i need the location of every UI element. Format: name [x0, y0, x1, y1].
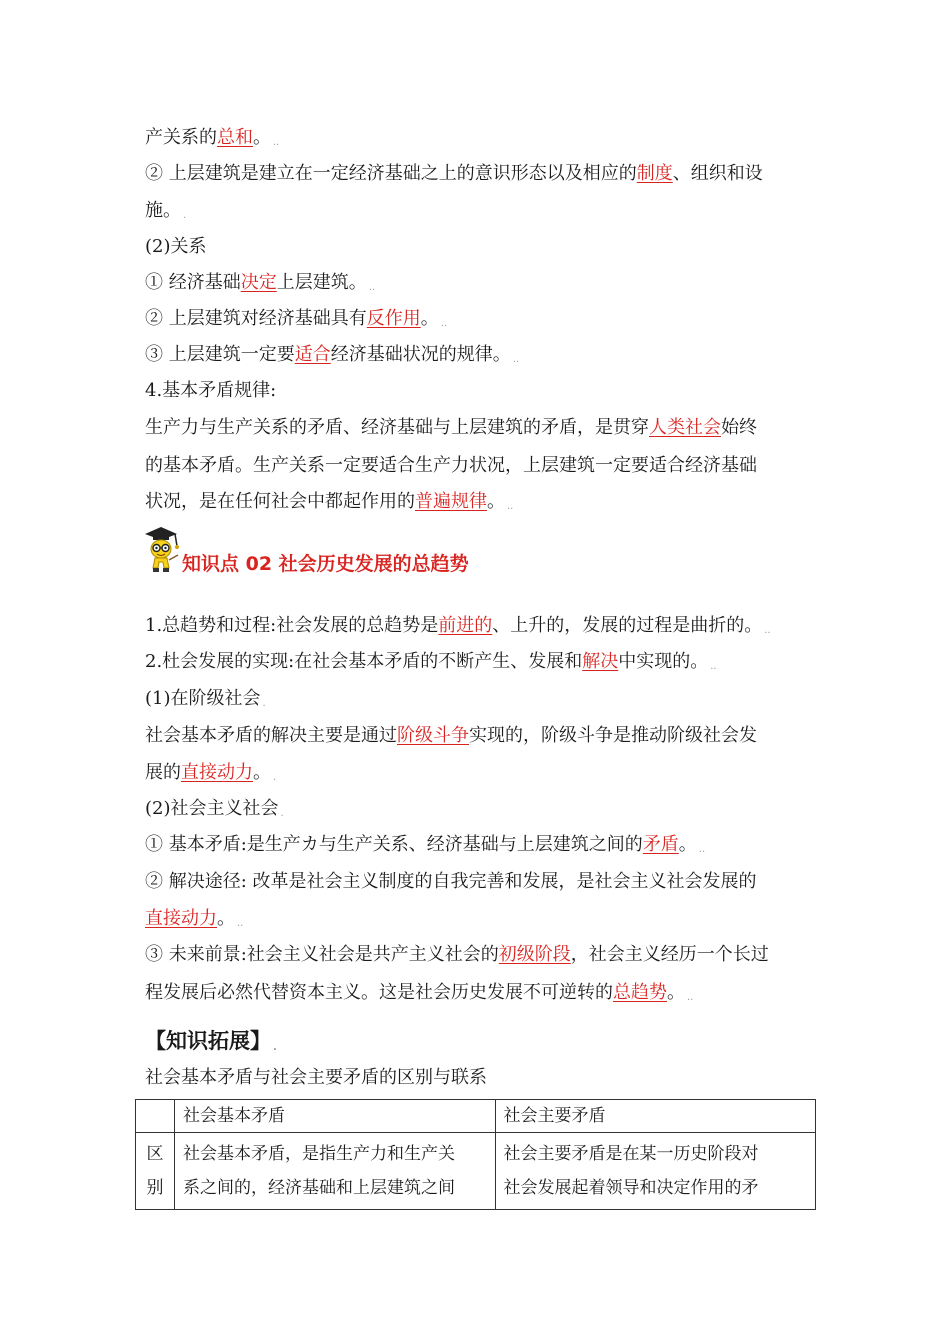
key-term: 适合	[294, 344, 331, 365]
key-term: 普遍规律	[415, 491, 487, 512]
table-row-label: 区 别	[136, 1133, 175, 1210]
text-line: 程发展后必然代替资本主义。这是社会历史发展不可逆转的总趋势。 ..	[145, 982, 694, 1003]
key-term: 人类社会	[649, 417, 721, 438]
text-line: 社会基本矛盾的解决主要是通过阶级斗争实现的，阶级斗争是推动阶级社会发	[145, 725, 757, 746]
key-term: 阶级斗争	[397, 725, 469, 746]
table-row	[136, 1133, 816, 1210]
knowledge-point-title: 知识点 02 社会历史发展的总趋势	[182, 553, 469, 575]
key-term: 前进的	[438, 615, 493, 636]
table-header-row	[136, 1100, 816, 1133]
key-term: 初级阶段	[498, 944, 571, 965]
text-line: 直接动力。 ..	[145, 908, 244, 929]
subheading: 4.基本矛盾规律:	[145, 380, 277, 401]
key-term: 解决	[582, 651, 619, 672]
table-caption: 社会基本矛盾与社会主要矛盾的区别与联系	[145, 1067, 487, 1088]
text-line: ③ 未来前景:社会主义社会是共产主义社会的初级阶段，社会主义经历一个长过	[145, 944, 769, 965]
knowledge-point-heading	[142, 524, 642, 576]
scholar-cap-icon	[142, 524, 184, 576]
text-line: ① 经济基础决定上层建筑。 ..	[145, 272, 376, 293]
key-term: 决定	[240, 272, 277, 293]
text-line: ③ 上层建筑一定要适合经济基础状况的规律。 ..	[145, 344, 520, 365]
text-line: 展的直接动力。 .	[145, 762, 277, 783]
text-line: ② 上层建筑是建立在一定经济基础之上的意识形态以及相应的制度、组织和设	[145, 163, 763, 184]
text-line: ② 上层建筑对经济基础具有反作用。 ..	[145, 308, 448, 329]
text-line: 施。 .	[145, 200, 187, 221]
key-term: 直接动力	[181, 762, 253, 783]
text-line: 的基本矛盾。生产关系一定要适合生产力状况，上层建筑一定要适合经济基础	[145, 455, 757, 476]
key-term: 反作用	[366, 308, 421, 329]
table-header-cell	[136, 1100, 175, 1133]
text-line: 2.杜会发展的实现:在社会基本矛盾的不断产生、发展和解决中实现的。 ..	[145, 651, 717, 672]
table-cell: 社会基本矛盾，是指生产力和生产关 系之间的，经济基础和上层建筑之间	[175, 1133, 496, 1210]
comparison-table	[135, 1099, 816, 1210]
key-term: 矛盾	[642, 834, 679, 855]
key-term: 总趋势	[613, 982, 667, 1003]
text-line: 状况，是在任何社会中都起作用的普遍规律。 ..	[145, 491, 514, 512]
table-header-cell: 社会主要矛盾	[495, 1100, 816, 1133]
key-term: 直接动力	[145, 908, 217, 929]
table-cell: 社会主要矛盾是在某一历史阶段对 社会发展起着领导和决定作用的矛	[495, 1133, 816, 1210]
text-line: ① 基本矛盾:是生产カ与生产关系、经济基础与上层建筑之间的矛盾。 ..	[145, 834, 706, 855]
key-term: 总和	[217, 127, 253, 148]
key-term: 制度	[636, 163, 673, 184]
text-line: 产关系的总和。 ..	[145, 127, 280, 148]
subheading: (1)在阶级社会 .	[145, 688, 266, 709]
table-header-cell: 社会基本矛盾	[175, 1100, 496, 1133]
subheading: (2)社会主义社会 .	[145, 798, 284, 819]
subheading: (2)关系	[145, 236, 207, 257]
text-line: ② 解决途径: 改革是社会主义制度的自我完善和发展，是社会主义社会发展的	[145, 871, 757, 892]
extension-title: 【知识拓展】 .	[145, 1029, 277, 1053]
text-line: 1.总趋势和过程:社会发展的总趋势是前进的、上升的，发展的过程是曲折的。 ..	[145, 615, 771, 636]
text-line: 生产力与生产关系的矛盾、经济基础与上层建筑的矛盾，是贯穿人类社会始终	[145, 417, 757, 438]
